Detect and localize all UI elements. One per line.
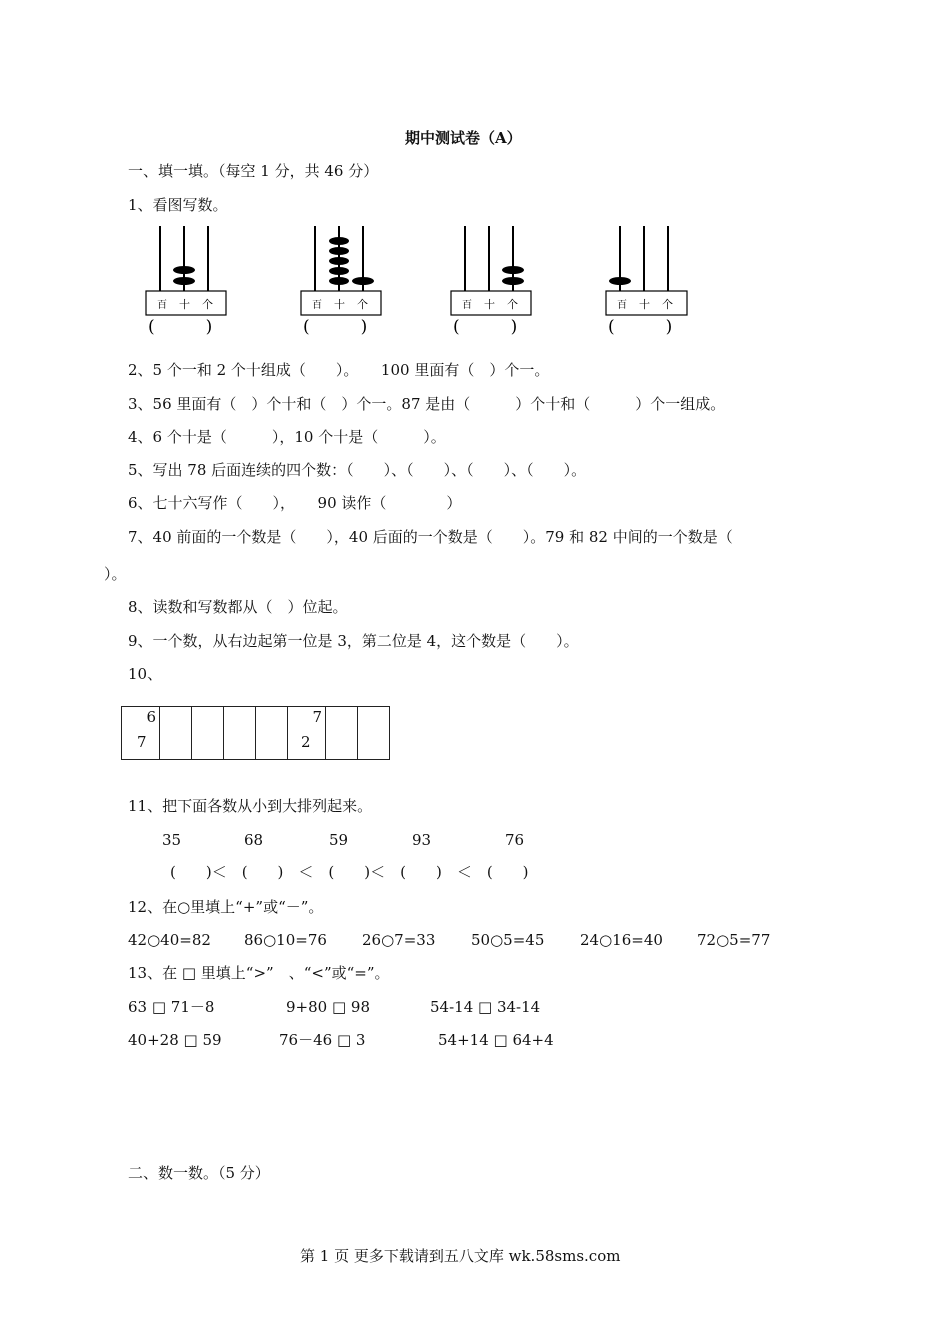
grid-cell xyxy=(224,707,256,760)
grid-cell xyxy=(256,707,288,760)
question-6: 6、七十六写作（ ）， 90 读作（ ） xyxy=(128,494,462,512)
grid-cell xyxy=(122,707,160,760)
answer-paren: ( ) xyxy=(148,317,213,337)
order-number: 35 xyxy=(162,831,182,849)
label-ones: 个 xyxy=(202,298,213,311)
label-hundreds: 百 xyxy=(312,300,322,311)
grid-cell xyxy=(358,707,390,760)
label-ones: 个 xyxy=(357,298,368,311)
bead xyxy=(329,237,349,245)
page-footer: 第 1 页 更多下载请到五八文库 wk.58sms.com xyxy=(300,1247,621,1265)
question-7-continued: ）。 xyxy=(104,565,127,583)
compare-item: 40+28 □ 59 xyxy=(128,1031,222,1049)
section1-heading: 一、填一填。（每空 1 分，共 46 分） xyxy=(128,162,379,180)
compare-item: 54+14 □ 64+4 xyxy=(438,1031,554,1049)
bead xyxy=(329,277,349,285)
question-3: 3、56 里面有（ ）个十和（ ）个一。87 是由（ ）个十和（ ）个一组成。 xyxy=(128,395,726,413)
grid-cell-bottom: 2 xyxy=(301,733,311,751)
fill-item: 42○40=82 xyxy=(128,931,211,949)
abacus-2-drawing xyxy=(301,224,381,344)
section2-heading: 二、数一数。（5 分） xyxy=(128,1164,270,1182)
grid-cell xyxy=(192,707,224,760)
compare-item: 54-14 □ 34-14 xyxy=(430,998,541,1016)
label-ones: 个 xyxy=(507,298,518,311)
compare-item: 76－46 □ 3 xyxy=(279,1031,366,1049)
grid-cell-bottom: 7 xyxy=(137,733,147,751)
abacus-3 xyxy=(451,224,531,344)
fill-item: 50○5=45 xyxy=(471,931,545,949)
grid-cell-top: 7 xyxy=(312,708,322,726)
abacus-4 xyxy=(606,224,686,344)
grid-cell xyxy=(288,707,326,760)
label-hundreds: 百 xyxy=(617,300,627,311)
grid-cell-top: 6 xyxy=(146,708,156,726)
bead xyxy=(329,257,349,265)
label-tens: 十 xyxy=(334,298,345,311)
abacus-2 xyxy=(301,224,381,344)
compare-item: 63 □ 71－8 xyxy=(128,998,215,1016)
question-2: 2、5 个一和 2 个十组成（ ）。 100 里面有（ ）个一。 xyxy=(128,361,550,379)
answer-paren: ( ) xyxy=(608,317,673,337)
question-4: 4、6 个十是（ ），10 个十是（ ）。 xyxy=(128,428,446,446)
question-9: 9、一个数，从右边起第一位是 3，第二位是 4，这个数是（ ）。 xyxy=(128,632,579,650)
bead xyxy=(502,277,524,285)
label-tens: 十 xyxy=(179,298,190,311)
abacus-1 xyxy=(146,224,226,344)
number-grid xyxy=(121,706,390,760)
bead xyxy=(609,277,631,285)
abacus-4-drawing xyxy=(606,224,688,344)
bead xyxy=(173,266,195,274)
abacus-3-drawing xyxy=(451,224,531,344)
fill-item: 26○7=33 xyxy=(362,931,436,949)
label-ones: 个 xyxy=(662,298,673,311)
bead xyxy=(329,247,349,255)
question-12: 12、在○里填上“+”或“－”。 xyxy=(128,898,324,916)
fill-item: 24○16=40 xyxy=(580,931,663,949)
bead xyxy=(352,277,374,285)
page-title: 期中测试卷（A） xyxy=(405,129,522,147)
bead xyxy=(502,266,524,274)
question-5: 5、写出 78 后面连续的四个数：（ ）、（ ）、（ ）、（ ）。 xyxy=(128,461,587,479)
bead xyxy=(173,277,195,285)
question-7: 7、40 前面的一个数是（ ），40 后面的一个数是（ ）。79 和 82 中间的一个数是（ xyxy=(128,528,733,546)
label-tens: 十 xyxy=(484,298,495,311)
label-tens: 十 xyxy=(639,298,650,311)
fill-item: 86○10=76 xyxy=(244,931,327,949)
question-11: 11、把下面各数从小到大排列起来。 xyxy=(128,797,373,815)
order-number: 76 xyxy=(505,831,525,849)
order-answer-line: ( )＜ ( ) ＜ ( )＜ ( ) ＜ ( ) xyxy=(170,863,529,881)
answer-paren: ( ) xyxy=(303,317,368,337)
compare-item: 9+80 □ 98 xyxy=(286,998,370,1016)
order-number: 68 xyxy=(244,831,264,849)
label-hundreds: 百 xyxy=(462,300,472,311)
bead xyxy=(329,267,349,275)
question-10: 10、 xyxy=(128,665,163,683)
fill-item: 72○5=77 xyxy=(697,931,771,949)
grid-cell xyxy=(160,707,192,760)
question-13: 13、在 □ 里填上“>” 、“<”或“=”。 xyxy=(128,964,390,982)
answer-paren: ( ) xyxy=(453,317,518,337)
abacus-1-drawing xyxy=(146,224,226,344)
label-hundreds: 百 xyxy=(157,300,167,311)
grid-cell xyxy=(326,707,358,760)
order-number: 59 xyxy=(329,831,349,849)
order-number: 93 xyxy=(412,831,432,849)
question-1: 1、看图写数。 xyxy=(128,196,228,214)
question-8: 8、读数和写数都从（ ）位起。 xyxy=(128,598,348,616)
